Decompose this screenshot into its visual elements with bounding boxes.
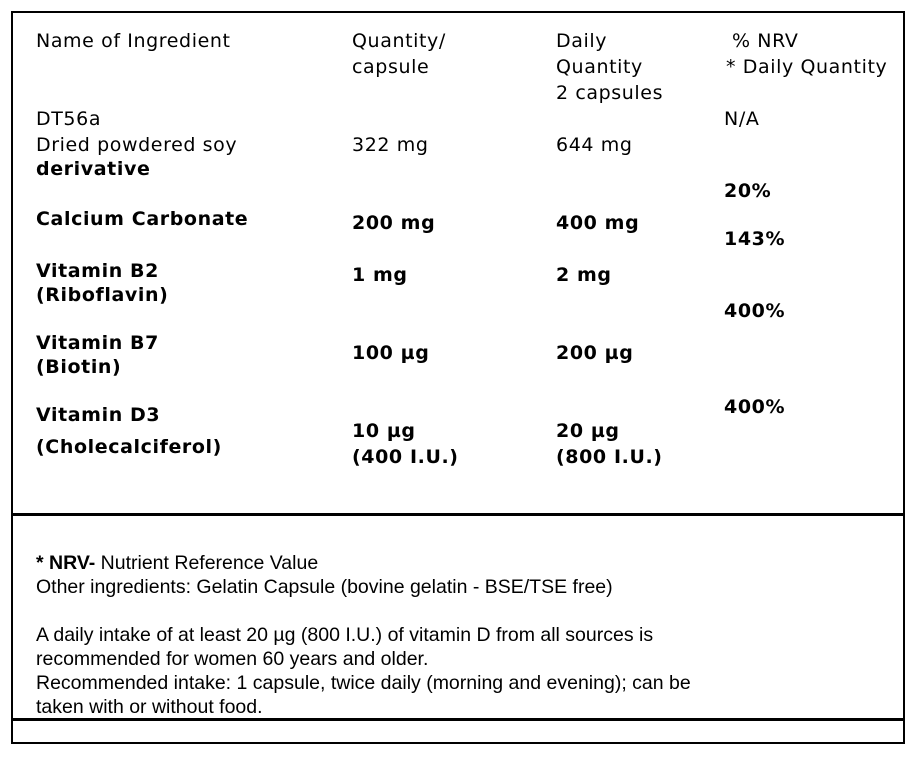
recommended-intake: Recommended intake: 1 capsule, twice daily (morning and evening); can be [36,672,691,694]
row-name: (Riboflavin) [36,284,169,306]
row-quantity: (400 I.U.) [352,446,459,468]
header-ingredient: Name of Ingredient [36,30,231,52]
header-daily-line1: Daily [556,30,608,52]
row-daily: 20 µg [556,420,620,442]
header-quantity-line1: Quantity/ [352,30,446,52]
row-name: derivative [36,158,151,180]
row-name: Dried powdered soy [36,134,238,156]
row-name: Vitamin D3 [36,404,161,426]
nrv-note-label: * NRV- [36,552,96,574]
row-quantity: 1 mg [352,264,408,286]
divider-line [11,513,905,516]
row-name: Vitamin B2 [36,260,159,282]
row-quantity: 10 µg [352,420,416,442]
row-nrv: 143% [724,228,786,250]
row-daily: 400 mg [556,212,640,234]
row-daily: 2 mg [556,264,612,286]
header-quantity-line2: capsule [352,56,430,78]
row-nrv: 400% [724,396,786,418]
row-nrv: 400% [724,300,786,322]
row-daily: 200 µg [556,342,634,364]
row-nrv: 20% [724,180,772,202]
header-nrv-line1: % NRV [732,30,799,52]
other-ingredients: Other ingredients: Gelatin Capsule (bovine gelatin - BSE/TSE free) [36,576,613,598]
row-nrv: N/A [724,108,760,130]
header-daily-line2: Quantity [556,56,643,78]
header-daily-line3: 2 capsules [556,82,664,104]
row-name: Calcium Carbonate [36,208,249,230]
row-daily: (800 I.U.) [556,446,663,468]
row-name: Vitamin B7 [36,332,159,354]
row-quantity: 200 mg [352,212,436,234]
row-name: DT56a [36,108,102,130]
row-daily: 644 mg [556,134,633,156]
row-name: (Biotin) [36,356,122,378]
row-quantity: 322 mg [352,134,429,156]
intake-note: recommended for women 60 years and older. [36,648,429,670]
header-nrv-line2: * Daily Quantity [726,56,888,78]
nrv-note [36,551,318,575]
intake-note: A daily intake of at least 20 µg (800 I.U.) of vitamin D from all sources is [36,624,654,646]
recommended-intake: taken with or without food. [36,696,263,718]
nrv-note-text: Nutrient Reference Value [95,552,319,574]
row-name: (Cholecalciferol) [36,436,222,458]
row-quantity: 100 µg [352,342,430,364]
